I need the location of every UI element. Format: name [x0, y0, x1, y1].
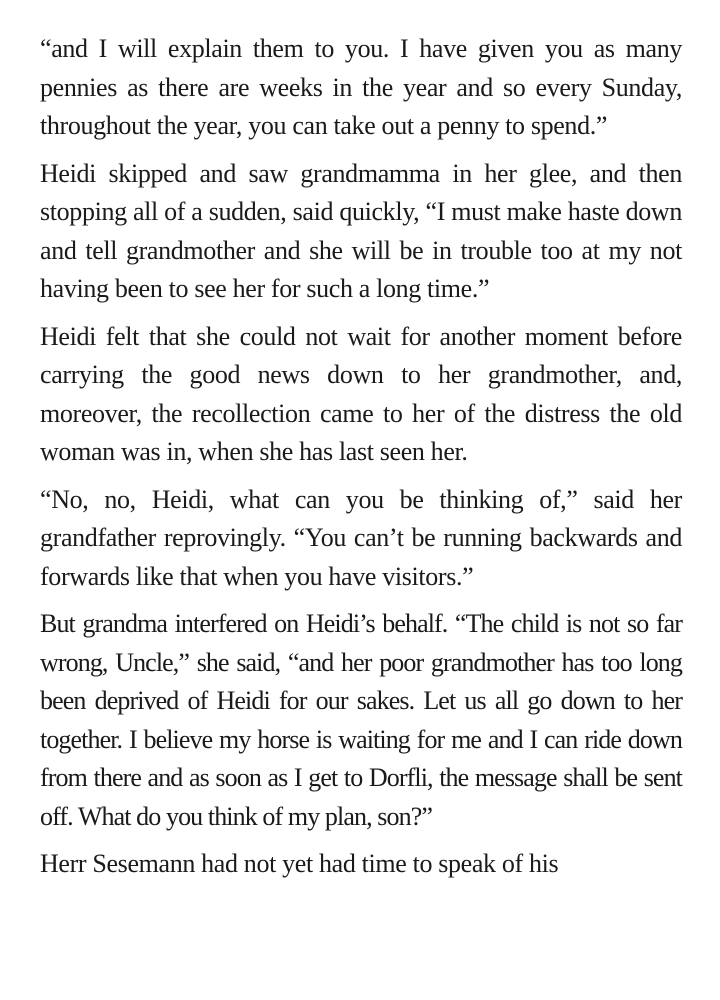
paragraph-3: Heidi felt that she could not wait for another moment before carrying the good news down to her grandmother, and, moreover, the recollection came to her of the distress the old woman was in, when she has last seen her. [40, 321, 682, 466]
paragraph-4: “No, no, Heidi, what can you be thinking of,” said her grandfather reprovingly. “You can’t be running backwards and forwards like that when you have visitors.” [40, 484, 682, 591]
paragraph-5: But grandma interfered on Heidi’s behalf. “The child is not so far wrong, Uncle,” she said, “and her poor grandmother has too long been deprived of Heidi for our sakes. Let us all go down to her together. I believe my horse is waiting for me and I can ride down from there and as soon as I get to Dorfli, the message shall be sent off. What do you think of my plan, son?” [40, 609, 682, 831]
paragraph-6: Herr Sesemann had not yet had time to speak of his [40, 849, 559, 878]
paragraph-1: “and I will explain them to you. I have given you as many pennies as there are weeks in the year and so every Sunday, throughout the year, you can take out a penny to spend.” [40, 34, 682, 140]
paragraph-2: Heidi skipped and saw grandmamma in her glee, and then stopping all of a sudden, said quickly, “I must make haste down and tell grandmother and she will be in trouble too at my not having been to see her for such a long time.” [40, 158, 682, 303]
